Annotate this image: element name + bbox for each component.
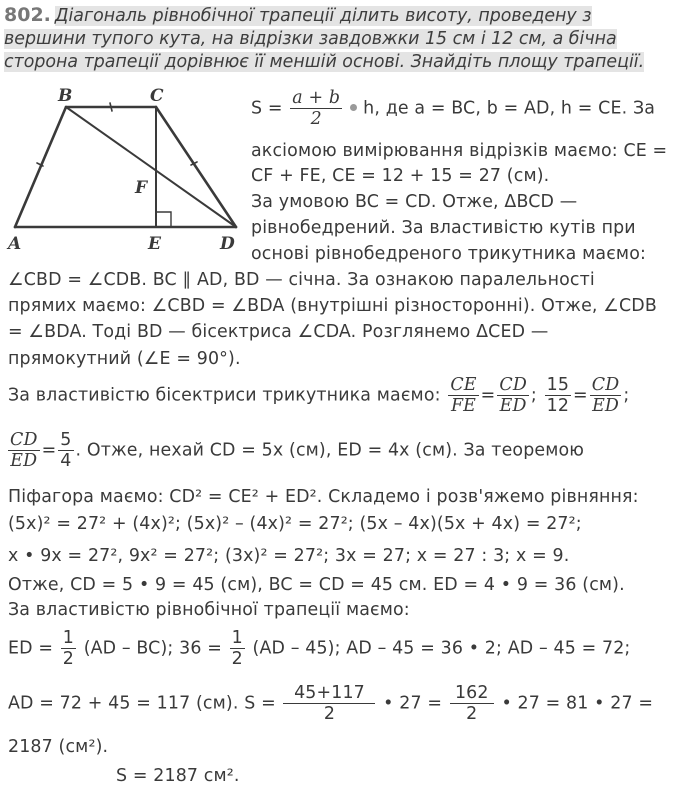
frac-den: 2: [231, 649, 243, 669]
fraction-5-4: [58, 430, 73, 471]
frac-num: 45+117: [283, 683, 375, 704]
bisector-text: За властивістю бісектриси трикутника маємо:: [8, 385, 441, 406]
solution-line-14: (5x)² = 27² + (4x)²; (5x)² – (4x)² = 27²; (5x – 4x)(5x + 4x) = 27²;: [8, 514, 582, 534]
frac-den: 4: [60, 451, 72, 471]
problem-number: 802.: [4, 4, 51, 26]
solution-line-13: Піфагора маємо: CD² = CE² + ED². Складемо і розв'яжемо рівняння:: [8, 487, 639, 507]
frac-den: ED: [10, 451, 38, 471]
ad-text: (AD – 45); AD – 45 = 36 • 2; AD – 45 = 72;: [252, 638, 631, 659]
fraction-162: [450, 683, 494, 724]
right-angle-mark: [156, 212, 171, 227]
fraction-cd-ed-2: [590, 375, 622, 416]
frac-num: CE: [450, 375, 477, 395]
solution-line-12: $\frac{CD}{ED}$ = $\frac{5}{4}$ . Отже, нехай CD = 5x (см), ED = 4x (см). За теоремою: [10, 430, 585, 471]
solution-line-18: [8, 628, 630, 669]
trapezoid-figure: [0, 78, 240, 253]
frac-num: 162: [450, 683, 494, 704]
frac-num: CD: [591, 375, 620, 395]
frac-num: a + b: [292, 88, 341, 108]
frac-num: CD: [499, 375, 527, 395]
frac-den: 12: [546, 396, 570, 416]
frac-den: FE: [450, 396, 476, 416]
let-text: . Отже, нехай CD = 5x (см), ED = 4x (см). За теоремою: [75, 440, 585, 461]
label-e: E: [148, 234, 161, 253]
solution-line-3: CF + FE, CE = 12 + 15 = 27 (см).: [251, 166, 550, 186]
frac-den: 2: [323, 704, 336, 724]
frac-num: 1: [62, 628, 74, 648]
problem-statement: [4, 4, 688, 74]
frac-num: 15: [546, 375, 570, 395]
frac-den: ED: [592, 396, 620, 416]
frac-num: 5: [60, 430, 72, 450]
formula-rest: h, де a = BC, b = AD, h = CE. За: [363, 98, 656, 119]
ad-result: AD = 72 + 45 = 117 (см). S =: [8, 693, 276, 714]
problem-line-1: Діагональ рівнобічної трапеції ділить висоту, проведену з: [54, 6, 592, 26]
fraction-ce-fe: [448, 375, 478, 416]
label-f: F: [135, 178, 148, 198]
fraction-sum: [283, 683, 375, 724]
final-answer: S = 2187 см².: [116, 766, 240, 786]
solution-line-19: [8, 683, 653, 724]
solution-line-5: рівнобедрений. За властивістю кутів при: [251, 218, 636, 238]
side-cd: [156, 107, 236, 227]
solution-line-4: За умовою BC = CD. Отже, ΔBCD —: [251, 192, 578, 212]
times-27-2: • 27 = 81 • 27 =: [501, 693, 654, 714]
fraction-half-2: [230, 628, 245, 669]
fraction-cd-ed-3: [8, 430, 40, 471]
label-a: A: [8, 234, 22, 253]
solution-line-11: За властивістю бісектриси трикутника маємо: $\frac{CE}{FE}$ = $\frac{CD}{ED}$ ; $\frac{15}{12}$ = $\frac{CD}{ED}$ ;: [8, 375, 630, 416]
solution-line-17: За властивістю рівнобічної трапеції маємо:: [8, 600, 410, 620]
solution-line-2: аксіомою вимірювання відрізків маємо: CE =: [251, 141, 668, 161]
fraction-cd-ed: [497, 375, 529, 416]
label-b: B: [58, 86, 73, 106]
label-d: D: [220, 234, 235, 253]
ed-text: ED =: [8, 638, 54, 659]
solution-line-20: 2187 (см²).: [8, 737, 109, 757]
dot: [350, 104, 357, 111]
tick-bc: [110, 103, 112, 111]
fraction-half: [61, 628, 76, 669]
solution-line-15: x • 9x = 27², 9x² = 27²; (3x)² = 27²; 3x = 27; x = 27 : 3; x = 9.: [8, 546, 570, 566]
problem-line-3: сторона трапеції дорівнює її меншій основі. Знайдіть площу трапеції.: [4, 52, 645, 72]
frac-num: 1: [231, 628, 243, 648]
solution-line-10: прямокутний (∠E = 90°).: [8, 349, 241, 369]
diagonal-bd: [66, 107, 236, 227]
frac-den: 2: [466, 704, 478, 724]
solution-line-6: основі рівнобедреного трикутника маємо:: [251, 244, 646, 264]
formula-s: S =: [251, 98, 283, 119]
fraction-15-12: [545, 375, 571, 416]
solution-line-8: прямих маємо: ∠CBD = ∠BDA (внутрішні різносторонні). Отже, ∠CDB: [8, 296, 657, 316]
frac-den: ED: [499, 396, 527, 416]
times-27: • 27 =: [383, 693, 443, 714]
side-ab: [15, 107, 66, 227]
frac-num: CD: [10, 430, 38, 450]
solution-line-1: [251, 88, 655, 129]
label-c: C: [150, 86, 164, 106]
problem-line-2: вершини тупого кута, на відрізки завдовжки 15 см і 12 см, а бічна: [4, 29, 617, 49]
frac-den: 2: [310, 109, 322, 129]
fraction-a-plus-b: [290, 88, 342, 129]
solution-line-16: Отже, CD = 5 • 9 = 45 (см), BC = CD = 45 см. ED = 4 • 9 = 36 (см).: [8, 575, 625, 595]
ed-text-2: (AD – BC); 36 =: [83, 638, 222, 659]
solution-line-7: ∠CBD = ∠CDB. BC ∥ AD, BD — січна. За ознакою паралельності: [8, 270, 595, 290]
solution-line-9: = ∠BDA. Тоді BD — бісектриса ∠CDA. Розглянемо ΔCED —: [8, 322, 549, 342]
frac-den: 2: [62, 649, 74, 669]
